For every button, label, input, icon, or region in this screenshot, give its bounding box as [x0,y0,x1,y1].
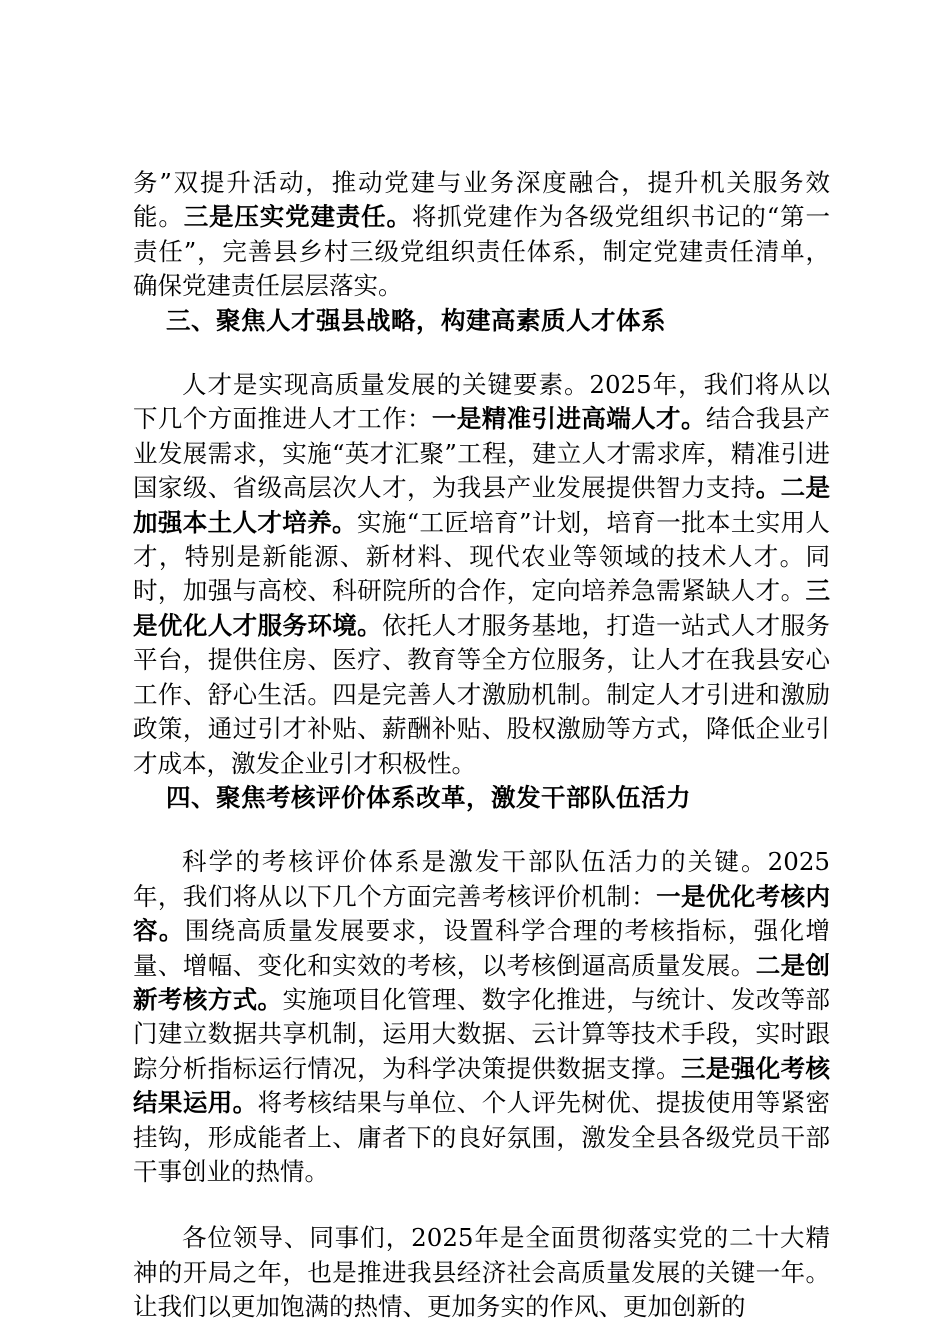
bold-phrase: 三是压实党建责任。 [183,202,412,232]
paragraph-text: 科学的考核评价体系是激发干部队伍活力的关键。2025年，我们将从以下几个方面完善考核评价机制： [133,847,830,911]
bold-phrase: 三是强化考核结果运用。 [133,1053,831,1118]
paragraph-text: 人才是实现高质量发展的关键要素。2025年，我们将从以下几个方面推进人才工作： [133,370,830,434]
bold-phrase: 。二是加强本土人才培养。 [133,473,831,537]
paragraph-text: 围绕高质量发展要求，设置科学合理的考核指标，强化增量、增幅、变化和实效的考核，以考核倒逼高质量发展。 [133,916,831,980]
bold-phrase: 二是创新考核方式。 [133,950,831,1014]
section-heading-evaluation: 四、聚焦考核评价体系改革，激发干部队伍活力 [166,782,691,812]
bold-phrase: 一是优化考核内容。 [133,881,831,946]
bold-phrase: 一是精准引进高端人才。 [431,404,706,434]
paragraph-text: 实施“工匠培育”计划，培育一批本土实用人才，特别是新能源、新材料、现代农业等领域的技术人才。同时，加强与高校、科研院所的合作，定向培养急需紧缺人才。 [133,507,830,606]
paragraph-text: 依托人才服务基地，打造一站式人才服务平台，提供住房、医疗、教育等全方位服务，让人才在我县安心工作、舒心生活。四是完善人才激励机制。制定人才引进和激励政策，通过引才补贴、薪酬补贴、股权激励等方式，降低企业引才成本，激发企业引才积极性。 [133,610,831,778]
paragraph-evaluation [133,845,830,1189]
paragraph-party-building-end [133,166,830,304]
paragraph-text: 结合我县产业发展需求，实施“英才汇聚”工程，建立人才需求库，精准引进国家级、省级高层次人才，为我县产业发展提供智力支持 [133,404,831,503]
paragraph-text: 将考核结果与单位、个人评先树优、提拔使用等紧密挂钩，形成能者上、庸者下的良好氛围，激发全县各级党员干部干事创业的热情。 [133,1088,831,1186]
paragraph-text: 务”双提升活动，推动党建与业务深度融合，提升机关服务效能。 [133,168,830,232]
paragraph-talent [133,368,830,781]
paragraph-text: 实施项目化管理、数字化推进，与统计、发改等部门建立数据共享机制，运用大数据、云计算等技术手段，实时跟踪分析指标运行情况，为科学决策提供数据支撑。 [133,984,831,1083]
bold-phrase: 三是优化人才服务环境。 [133,576,830,640]
section-heading-talent: 三、聚焦人才强县战略，构建高素质人才体系 [166,305,666,335]
paragraph-closing [133,1221,830,1324]
paragraph-text: 将抓党建作为各级党组织书记的“第一责任”，完善县乡村三级党组织责任体系，制定党建责任清单，确保党建责任层层落实。 [133,202,830,301]
document-page [133,166,830,1325]
paragraph-text: 各位领导、同事们，2025年是全面贯彻落实党的二十大精神的开局之年，也是推进我县经济社会高质量发展的关键一年。让我们以更加饱满的热情、更加务实的作风、更加创新的 [133,1223,830,1322]
